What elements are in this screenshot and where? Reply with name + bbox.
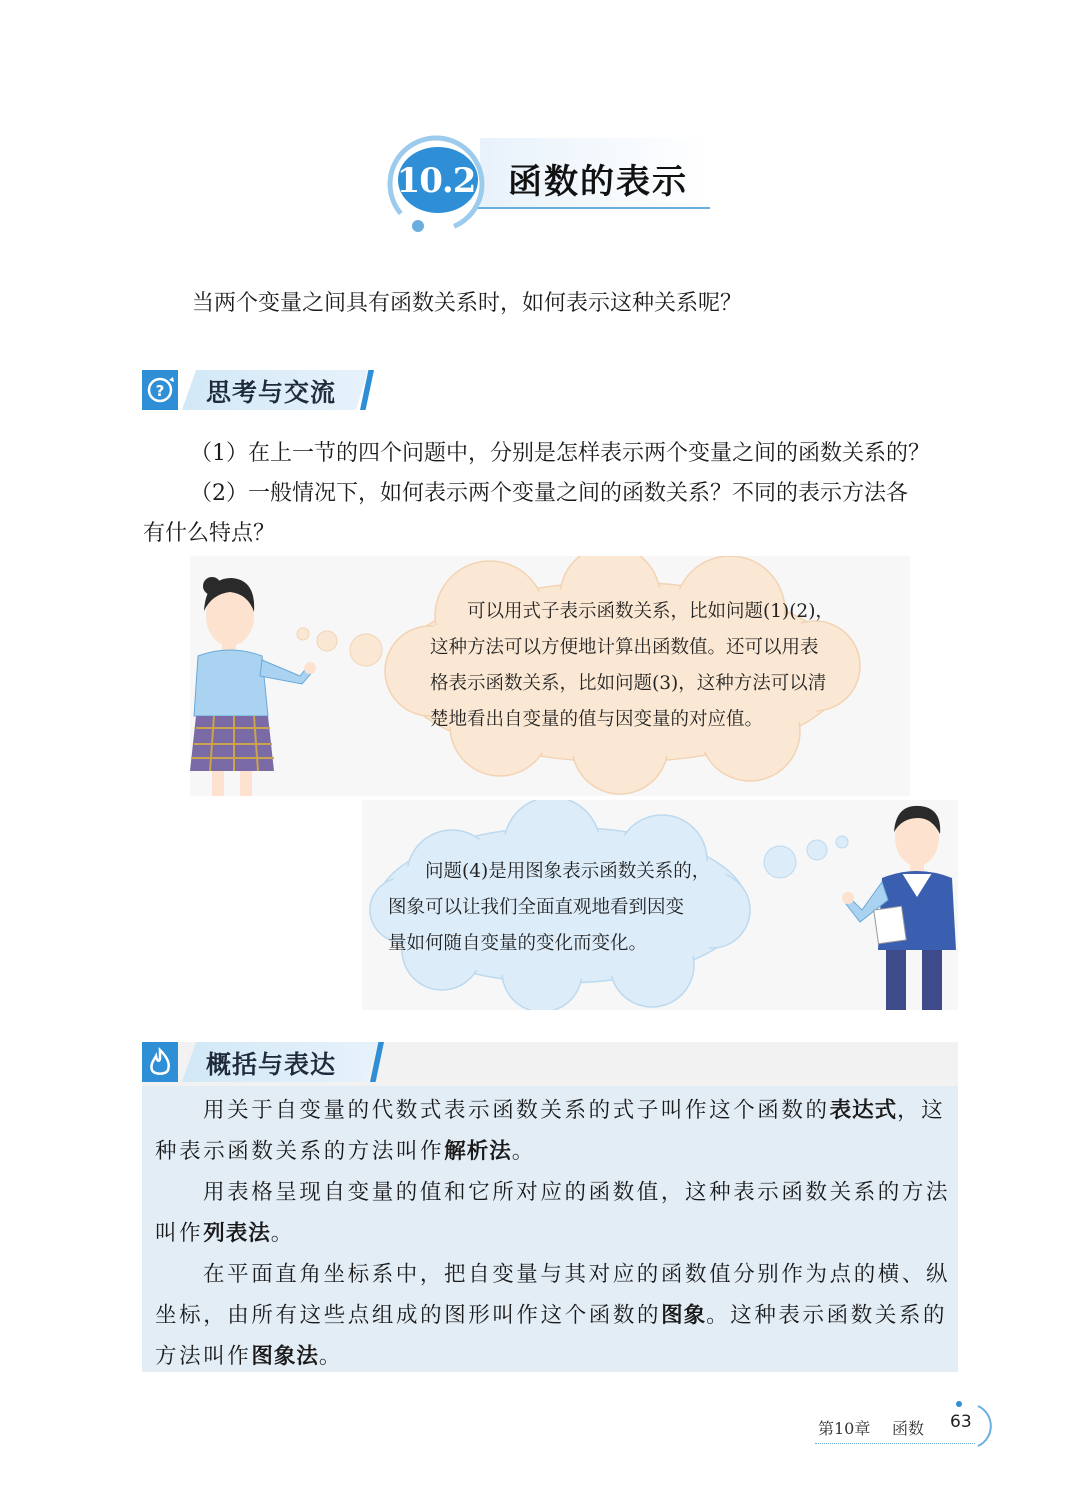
summary-paragraph-2 bbox=[203, 1172, 950, 1213]
summary-banner bbox=[142, 1042, 392, 1082]
svg-text:?: ? bbox=[155, 382, 165, 400]
intro-paragraph: 当两个变量之间具有函数关系时，如何表示这种关系呢？ bbox=[192, 291, 743, 316]
keyword-expression: 表达式 bbox=[829, 1098, 898, 1123]
page-number: 63 bbox=[950, 1412, 972, 1432]
summary-text: 种表示函数关系的方法叫作 bbox=[155, 1139, 445, 1164]
boy-speech-bubble bbox=[388, 854, 738, 962]
question-1: （1）在上一节的四个问题中，分别是怎样表示两个变量之间的函数关系的？ bbox=[190, 441, 930, 466]
summary-paragraph-3 bbox=[203, 1254, 950, 1295]
footer-chapter: 第10章 bbox=[818, 1419, 871, 1438]
keyword-graph: 图象 bbox=[661, 1303, 707, 1328]
summary-text: 用关于自变量的代数式表示函数关系的式子叫作这个函数的 bbox=[203, 1098, 830, 1123]
summary-paragraph-1-continued bbox=[155, 1131, 536, 1172]
keyword-analytic-method: 解析法 bbox=[444, 1139, 512, 1164]
flame-icon bbox=[142, 1042, 178, 1082]
summary-text: 用表格呈现自变量的值和它所对应的函数值，这种表示函数关系的方法 bbox=[203, 1180, 951, 1205]
summary-text: 叫作 bbox=[155, 1221, 204, 1246]
page-number-decoration bbox=[948, 1398, 998, 1452]
section-number: 10.2 bbox=[396, 161, 476, 201]
girl-bubble-line: 可以用式子表示函数关系，比如问题(1)(2)， bbox=[430, 601, 834, 622]
summary-text: 在平面直角坐标系中，把自变量与其对应的函数值分别作为点的横、纵 bbox=[203, 1262, 951, 1287]
summary-text: 。这种表示函数关系的 bbox=[706, 1303, 948, 1328]
boy-bubble-line: 图象可以让我们全面直观地看到因变 bbox=[388, 897, 685, 918]
summary-text: 方法叫作 bbox=[155, 1344, 252, 1369]
question-icon bbox=[142, 370, 178, 410]
keyword-graph-method: 图象法 bbox=[251, 1344, 319, 1369]
summary-paragraph-1 bbox=[203, 1090, 945, 1131]
girl-bubble-line: 格表示函数关系，比如问题(3)，这种方法可以清 bbox=[430, 673, 827, 694]
summary-text: ，这 bbox=[897, 1098, 946, 1123]
question-2: （2）一般情况下，如何表示两个变量之间的函数关系？不同的表示方法各 bbox=[190, 481, 908, 506]
footer-chapter-title: 函数 bbox=[892, 1419, 925, 1438]
summary-paragraph-2-continued bbox=[155, 1213, 295, 1254]
boy-bubble-line: 量如何随自变量的变化而变化。 bbox=[388, 933, 648, 954]
boy-bubble-line: 问题(4)是用图象表示函数关系的， bbox=[388, 861, 711, 882]
keyword-table-method: 列表法 bbox=[203, 1221, 271, 1246]
girl-bubble-line: 楚地看出自变量的值与因变量的对应值。 bbox=[430, 709, 764, 730]
question-2-continued: 有什么特点？ bbox=[143, 521, 276, 546]
think-discuss-banner bbox=[142, 370, 382, 410]
summary-paragraph-3-end bbox=[155, 1336, 343, 1377]
think-discuss-label: 思考与交流 bbox=[206, 378, 337, 407]
summary-text: 。 bbox=[511, 1139, 536, 1164]
summary-text: 坐标，由所有这些点组成的图形叫作这个函数的 bbox=[155, 1303, 662, 1328]
girl-bubble-line: 这种方法可以方便地计算出函数值。还可以用表 bbox=[430, 637, 819, 658]
section-title: 函数的表示 bbox=[508, 162, 688, 202]
summary-paragraph-3-continued bbox=[155, 1295, 947, 1336]
summary-text: 。 bbox=[270, 1221, 295, 1246]
summary-label: 概括与表达 bbox=[206, 1050, 337, 1079]
summary-text: 。 bbox=[318, 1344, 344, 1369]
girl-speech-bubble bbox=[430, 594, 850, 738]
